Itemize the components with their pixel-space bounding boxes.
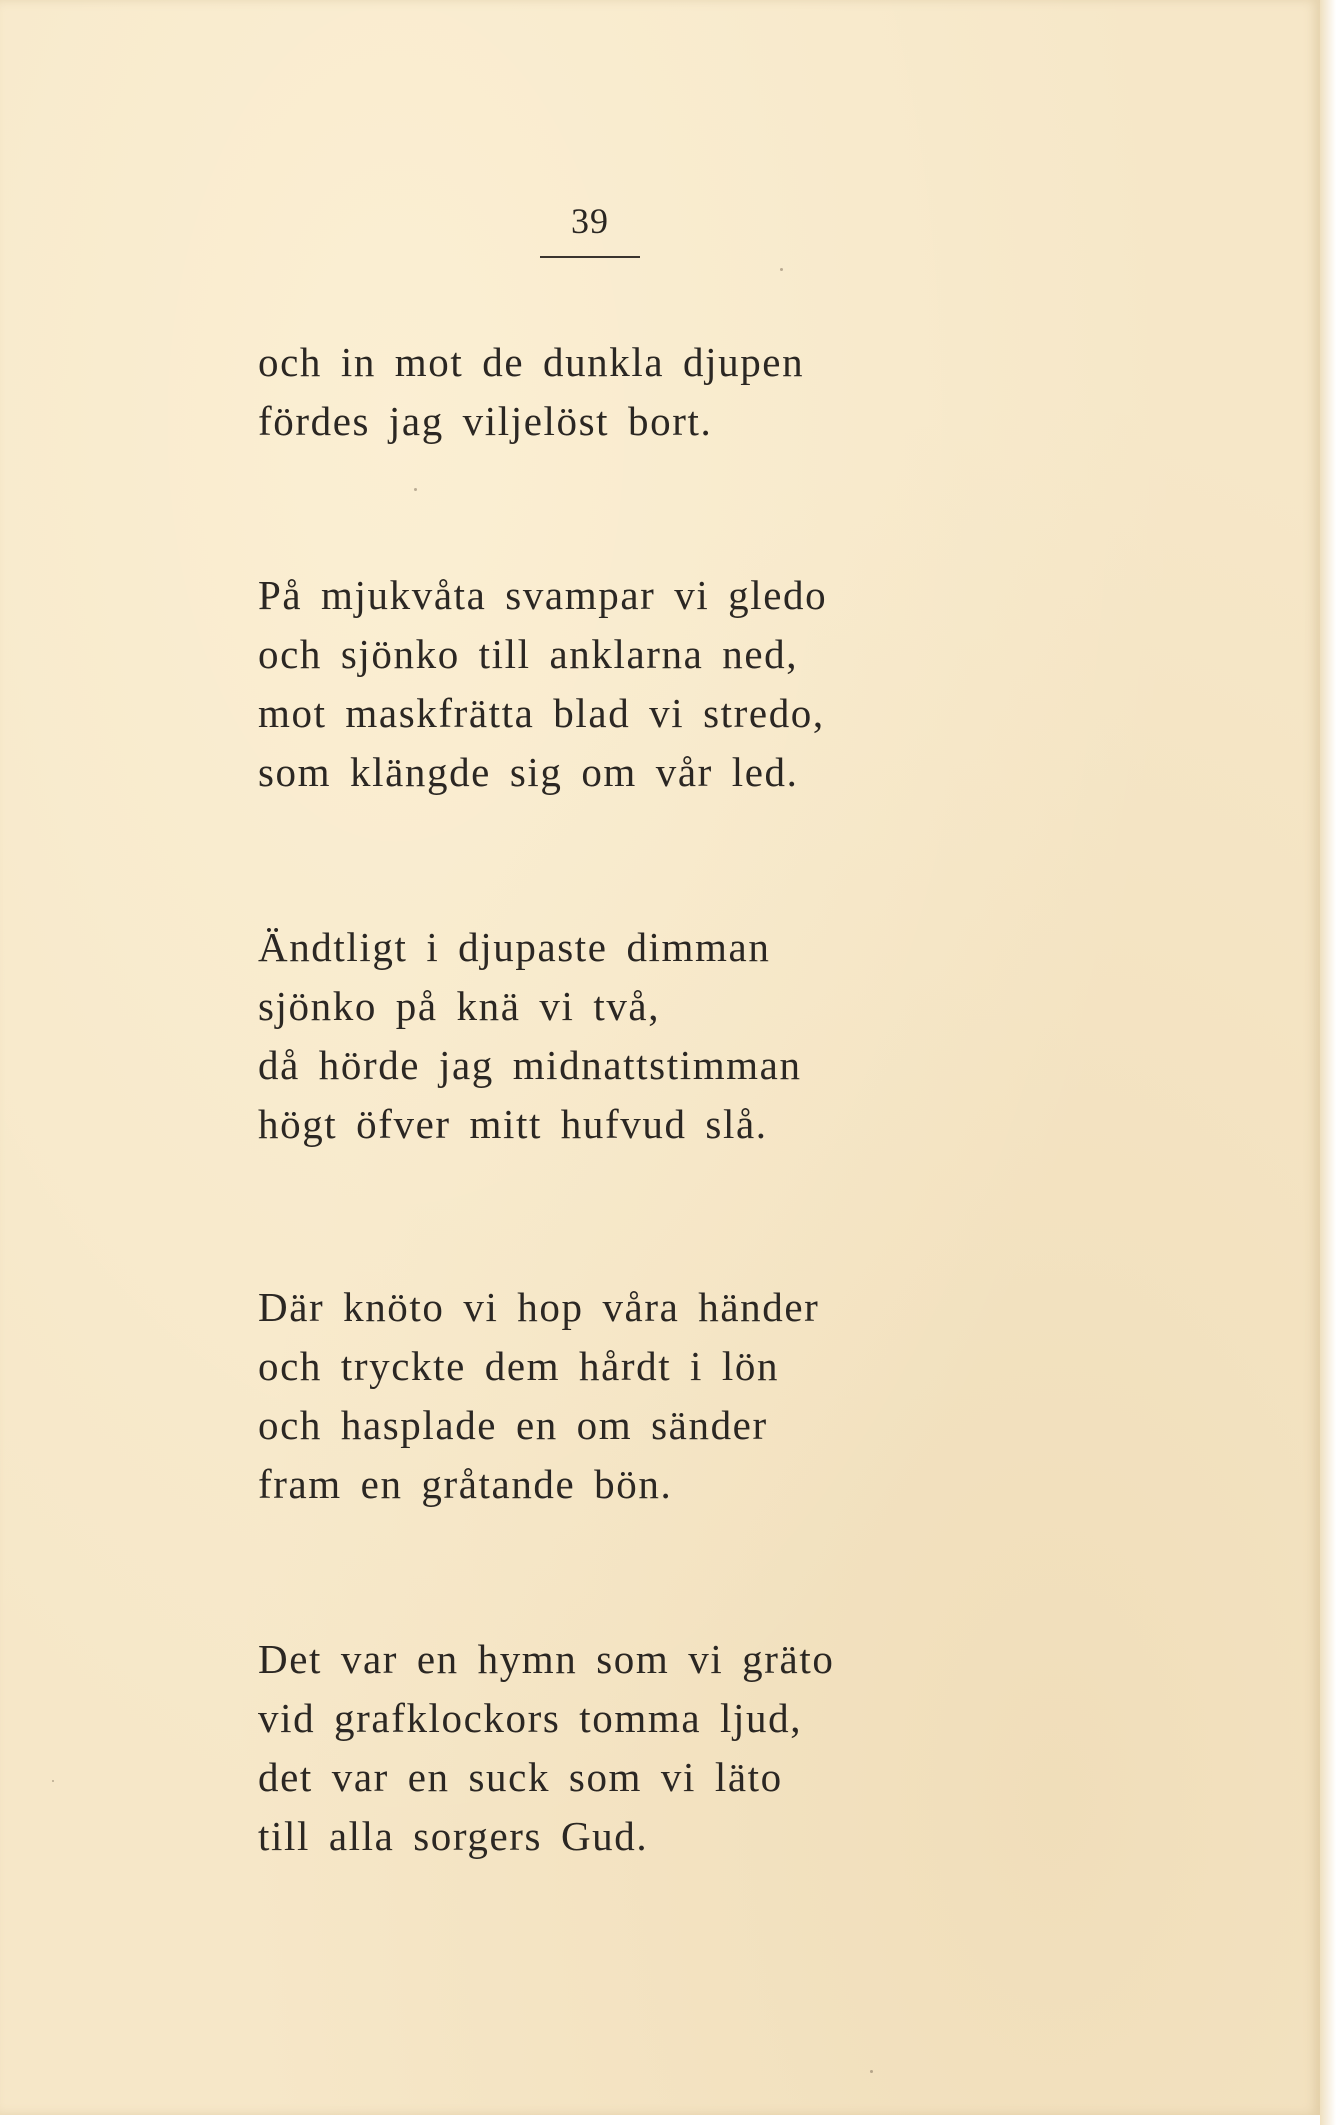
verse-line: sjönko på knä vi två, bbox=[258, 983, 661, 1029]
page-number-rule bbox=[540, 256, 640, 258]
verse-line: och sjönko till anklarna ned, bbox=[258, 631, 799, 677]
page-number: 39 bbox=[571, 201, 609, 241]
verse-line: Det var en hymn som vi gräto bbox=[258, 1636, 835, 1682]
verse-line: som klängde sig om vår led. bbox=[258, 749, 799, 795]
verse-line: mot maskfrätta blad vi stredo, bbox=[258, 690, 825, 736]
verse-line: och tryckte dem hårdt i lön bbox=[258, 1343, 780, 1389]
verse-line: Där knöto vi hop våra händer bbox=[258, 1284, 820, 1330]
verse-line: Ändtligt i djupaste dimman bbox=[258, 924, 771, 970]
verse-line: På mjukvåta svampar vi gledo bbox=[258, 572, 828, 618]
paper-speck bbox=[52, 1780, 54, 1782]
paper-speck bbox=[414, 488, 417, 491]
verse-line: högt öfver mitt hufvud slå. bbox=[258, 1101, 768, 1147]
stanza-5 bbox=[258, 1630, 834, 1866]
verse-line: till alla sorgers Gud. bbox=[258, 1813, 649, 1859]
verse-line: det var en suck som vi läto bbox=[258, 1754, 783, 1800]
verse-line: då hörde jag midnattstimman bbox=[258, 1042, 802, 1088]
paper-speck bbox=[780, 268, 783, 271]
verse-line: fördes jag viljelöst bort. bbox=[258, 398, 713, 444]
page-edge bbox=[1320, 0, 1336, 2125]
verse-line: fram en gråtande bön. bbox=[258, 1461, 673, 1507]
verse-line: vid grafklockors tomma ljud, bbox=[258, 1695, 803, 1741]
stanza-4 bbox=[258, 1278, 819, 1514]
paper-speck bbox=[870, 2070, 873, 2073]
stanza-3 bbox=[258, 918, 802, 1154]
verse-line: och in mot de dunkla djupen bbox=[258, 339, 805, 385]
verse-line: och hasplade en om sänder bbox=[258, 1402, 768, 1448]
stanza-1 bbox=[258, 333, 804, 451]
stanza-2 bbox=[258, 566, 827, 802]
